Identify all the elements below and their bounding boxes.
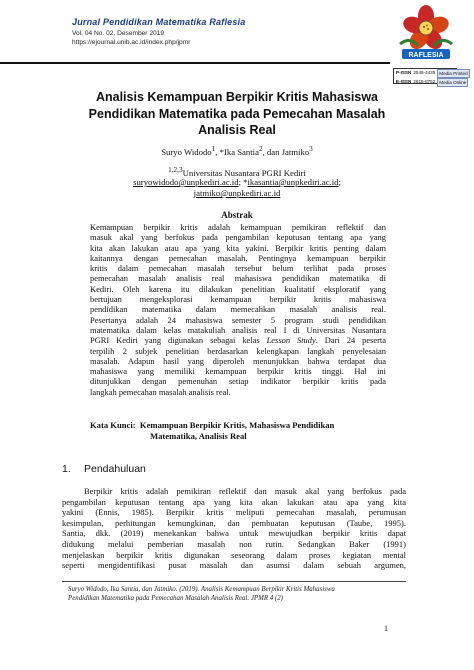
text-line: kesimpulan, perhitungan kemungkinan, dan pembuatan keputusan (Taube, 1995). — [62, 517, 406, 528]
section-heading: 1. Pendahuluan — [62, 463, 146, 475]
journal-volume: Vol. 04 No. 02, Desember 2019 — [72, 30, 165, 37]
text-line: pengambilan keputusan tentang apa yang kita akan lakukan atau apa yang kita — [62, 496, 406, 507]
text-line: Santia, dkk. (2019) menekankan bahwa untuk mewujudkan berpikir kritis dapat — [62, 528, 406, 539]
text-line: PGRI Kediri yang digunakan sebagai kelas Lesson Study. Dari 24 peserta — [90, 335, 387, 346]
email-link[interactable]: ikasantia@unpkediri.ac.id — [247, 177, 339, 187]
email-line-1: suryowidodo@unpkediri.ac.id; *ikasantia@unpkediri.ac.id; — [133, 177, 341, 187]
citation-footnote: Suryo Widodo, Ika Santia, dan Jatmiko. (2019). Analisis Kemampuan Berpikir Kritis Mahasiswa Pendidikan Matematika pada Pemecahan Masalah Analisis Real. JPMR 4 (2) — [68, 586, 335, 602]
text-line: didukung melalui pemberian masalah non rutin. Sedangkan Baker (1991) — [62, 538, 406, 549]
logo-text: RAFLESIA — [408, 52, 444, 59]
issn-box — [393, 68, 468, 85]
author-list: Suryo Widodo$^1$, *Ika Santia$^2$, dan Jatmiko$^3$ — [161, 145, 313, 157]
text-line: matematika dalam kelas matakuliah analisis real I di Universitas Nusantara — [90, 324, 386, 335]
journal-name: Jurnal Pendidikan Matematika Raflesia — [72, 17, 246, 27]
text-line: masuk akal yang berfokus pada pengambilan keputusan tentang apa yang — [90, 232, 386, 243]
text-line: masalah. Adapun hasil yang diperoleh menunjukkan bahwa terdapat dua — [90, 355, 386, 366]
footnote-rule — [62, 581, 406, 582]
issn-print: P-ISSN 2548-4435 Media Printed — [396, 70, 468, 76]
email-link[interactable]: suryowidodo@unpkediri.ac.id — [133, 177, 239, 187]
header-rule — [0, 62, 390, 64]
abstract-body — [90, 222, 386, 397]
email-line-2 — [60, 188, 414, 198]
keywords: Kata Kunci: Kemampuan Berpikir Kritis, Mahasiswa Pendidikan Matematika, Analisis Real — [90, 420, 335, 441]
text-line: kaitannya dengan pemecahan masalah. Pentingnya kemampuan berpikir — [90, 252, 386, 263]
text-line: bertujuan mengeksplorasi kemampuan berpikir kritis mahasiswa — [90, 294, 386, 305]
text-line: langkah pemecahan masalah analisis real. — [90, 386, 231, 397]
section-body — [62, 486, 406, 571]
text-line: kita akan lakukan atau apa yang kita yakini. Berpikir kritis penting dalam — [90, 242, 386, 253]
text-line: menjelaskan berpikir kritis digunakan seseorang dalam proses kegiatan mental — [62, 549, 406, 560]
raflesia-flower-icon — [396, 4, 456, 62]
text-line: Berpikir kritis adalah pemikiran reflektif dan masuk akal yang berfokus pada — [84, 486, 406, 496]
journal-logo — [396, 4, 456, 62]
text-line: mahasiswa yang memiliki kemampuan berpikir kritis tinggi. Hal ini — [90, 366, 386, 377]
page-number: 1 — [384, 624, 388, 633]
email-link[interactable]: jatmiko@unpkediri.ac.id — [193, 188, 281, 198]
abstract-heading: Abstrak — [221, 210, 253, 220]
text-line: yakini (Ennis, 1985). Berpikir kritis meliputi pemecahan masalah, perumusan — [62, 507, 406, 518]
journal-url[interactable]: https://ejournal.unib.ac.id/index.php/jpmr — [72, 39, 191, 46]
text-line: pemecahan masalah analisis real mahasiswa pendidikan matematika di — [90, 273, 386, 284]
text-line: ditunjukkan dengan pemenuhan setiap indikator berpikir kritis pada — [90, 376, 386, 387]
text-line: Kemampuan berpikir kritis adalah kemampuan pemikiran reflektif dan — [90, 222, 386, 232]
text-line: Kediri. Oleh karena itu dilakukan penelitian kualitatif eksploratif yang — [90, 283, 386, 294]
paper-title: Analisis Kemampuan Berpikir Kritis Mahasiswa Pendidikan Matematika pada Pemecahan Masalah Analisis Real — [88, 90, 386, 137]
text-line: pendidikan matematika dalam memecahkan masalah analisis real. — [90, 304, 386, 315]
issn-online: E-ISSN 2615-8752 Media Online — [396, 79, 467, 85]
text-line: terpilih 2 subjek penelitian berdasarkan kelengkapan langkah penyelesaian — [90, 345, 386, 356]
text-line: Pesertanya adalah 24 mahasiswa semester 5 program studi pendidikan — [90, 314, 386, 325]
text-line: seperti mengidentifikasi pusat masalah dan asumsi dalam sebuah argumen, — [62, 560, 406, 571]
affiliation: $^{1,2,3}$Universitas Nusantara PGRI Kediri — [168, 166, 306, 178]
text-line: kritis dalam pemecahan masalah tersebut belum terlihat pada proses — [90, 263, 386, 274]
